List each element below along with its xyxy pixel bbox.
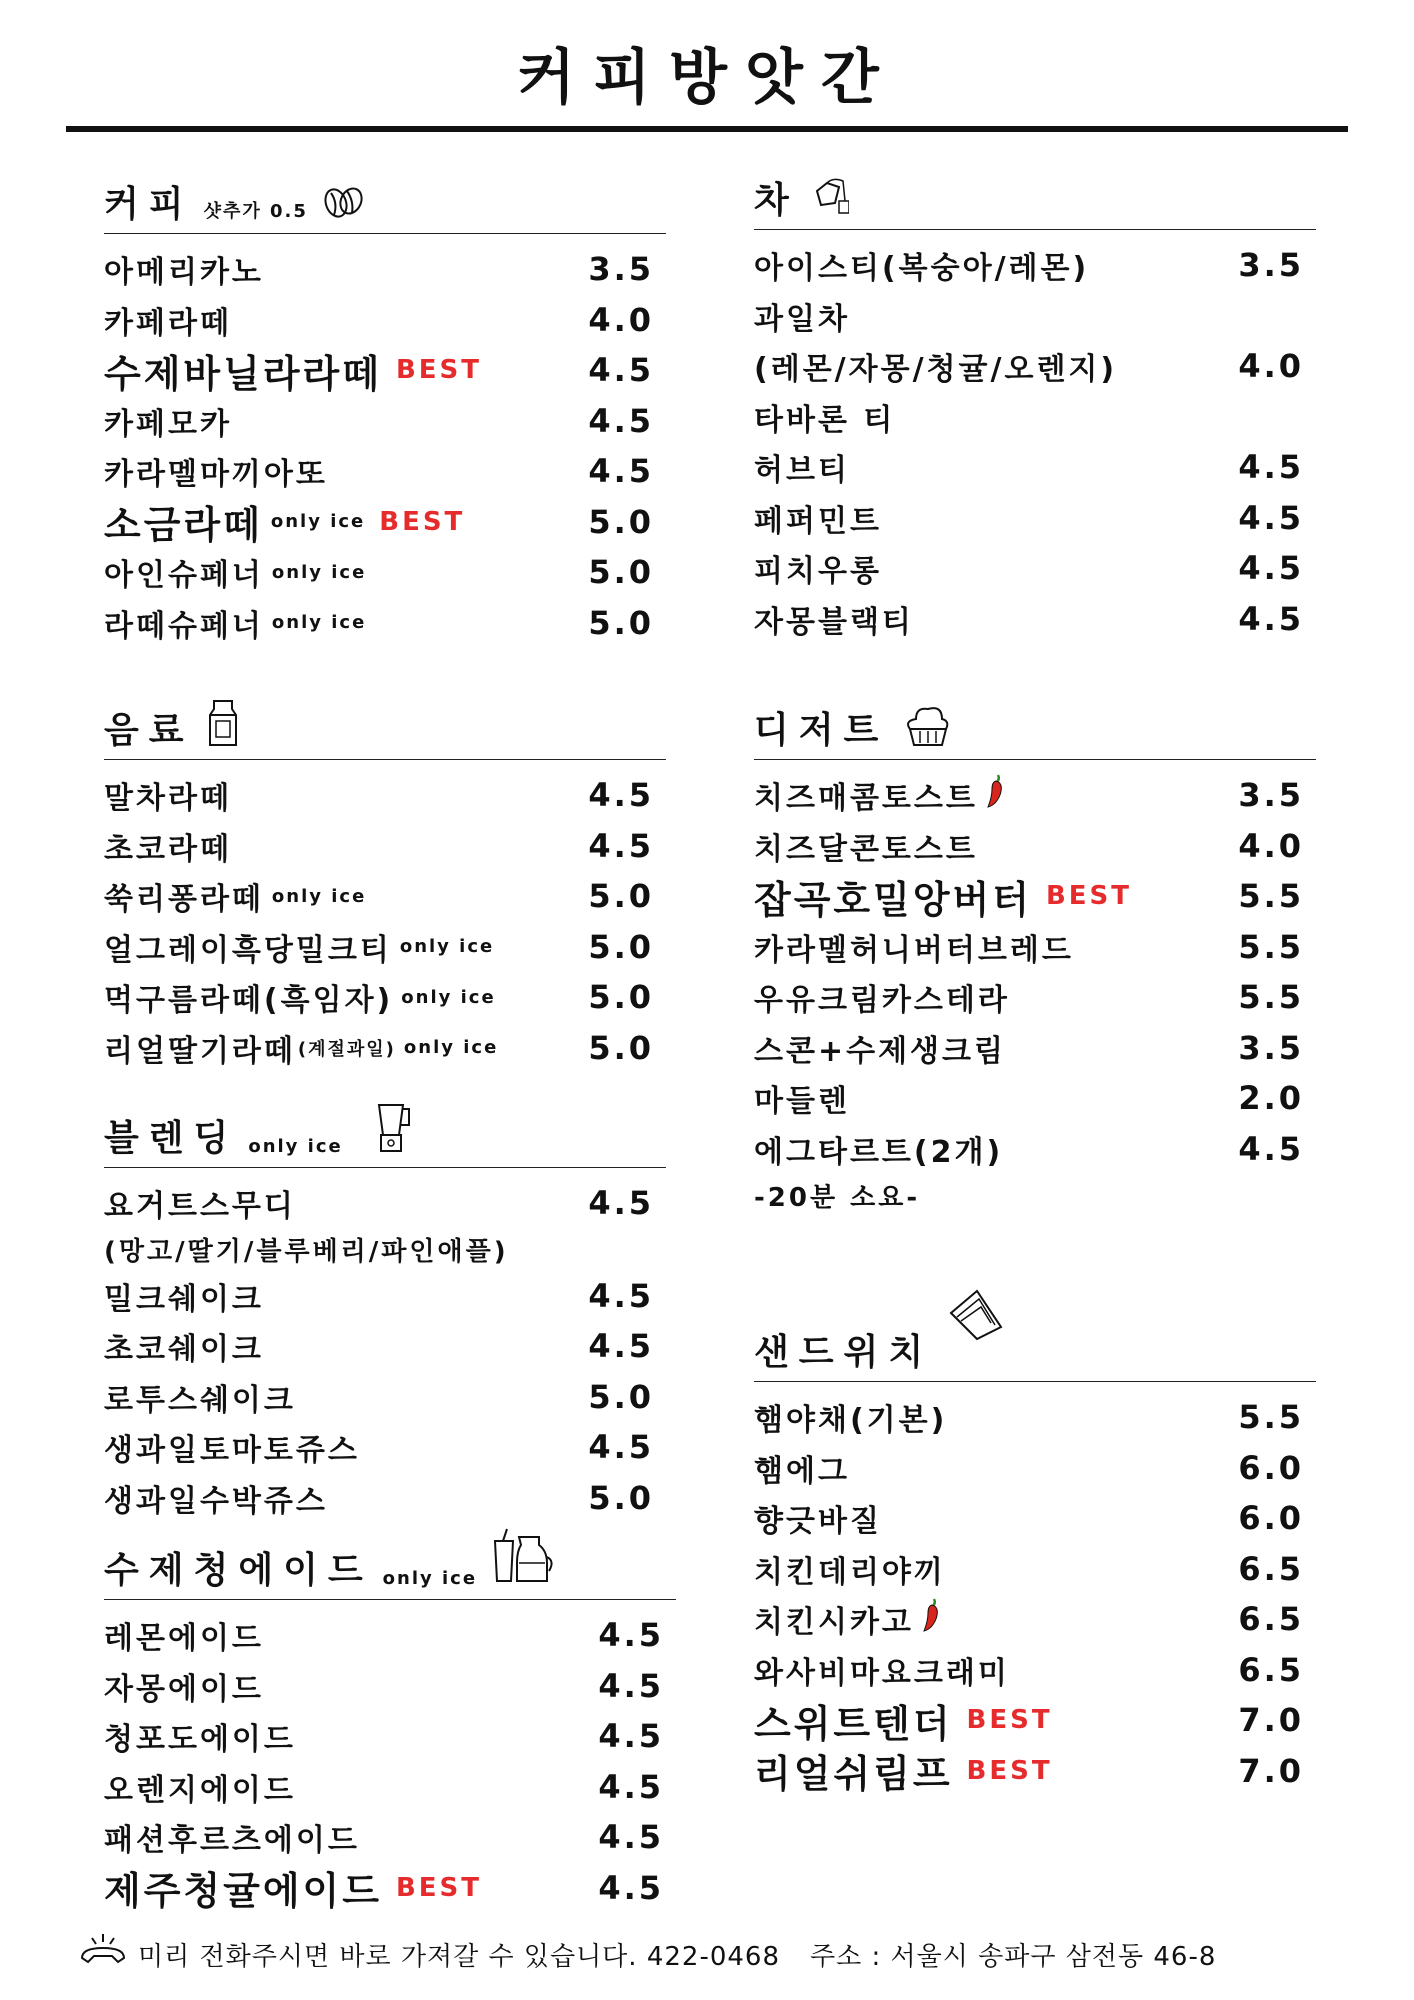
menu-item (104, 1271, 666, 1322)
item-name-wrap (104, 925, 494, 969)
item-price: 5.0 (588, 502, 654, 541)
item-name-wrap (104, 449, 328, 493)
item-price: 4.5 (588, 1428, 654, 1467)
item-price: 7.0 (1238, 1751, 1304, 1790)
item-name-wrap (754, 1446, 850, 1490)
item-name: 치즈달콘토스트 (754, 831, 978, 867)
item-price: 4.5 (588, 826, 654, 865)
item-price: 4.5 (598, 1666, 664, 1705)
item-name: 카페모카 (104, 406, 232, 442)
menu-item (754, 1073, 1316, 1124)
item-price: 4.5 (598, 1616, 664, 1655)
item-name: 초코라떼 (104, 831, 232, 867)
ade-section (104, 1530, 676, 1913)
menu-item (754, 871, 1316, 922)
item-name-wrap (754, 975, 1010, 1019)
menu-item (104, 1711, 676, 1762)
phone-icon (78, 1932, 128, 1977)
menu-item (754, 1124, 1316, 1175)
item-name-wrap (104, 550, 366, 594)
menu-item (104, 1610, 676, 1661)
menu-item (104, 446, 666, 497)
item-name-wrap (754, 1395, 947, 1439)
item-price: 2.0 (1238, 1079, 1304, 1118)
item-price: 5.5 (1238, 1398, 1304, 1437)
item-name-wrap (104, 1613, 264, 1657)
beverage-header (104, 700, 666, 760)
item-price: 5.0 (588, 1478, 654, 1517)
coffee-section (104, 174, 666, 648)
menu-item (104, 1812, 676, 1863)
item-price: 5.0 (588, 927, 654, 966)
item-price: 4.5 (588, 351, 654, 390)
menu-item (754, 770, 1316, 821)
item-price: 5.0 (588, 877, 654, 916)
menu-item (754, 392, 1316, 443)
item-price: 3.5 (1238, 1028, 1304, 1067)
item-name-wrap (104, 1324, 264, 1368)
item-tag: only ice (399, 936, 495, 958)
menu-item (104, 1321, 666, 1372)
item-name: 리얼딸기라떼 (104, 1033, 296, 1069)
menu-item (104, 1178, 666, 1229)
item-name-wrap (104, 874, 366, 918)
item-name-wrap (104, 975, 496, 1019)
section-title: 음료 (104, 710, 194, 751)
menu-item (754, 922, 1316, 973)
best-badge: BEST (966, 1705, 1053, 1736)
tea-section (754, 170, 1316, 644)
item-name: 허브티 (754, 453, 850, 489)
menu-item (104, 598, 666, 649)
menu-item (104, 821, 666, 872)
milk-carton-icon (208, 699, 238, 751)
item-price: 3.5 (1238, 246, 1304, 285)
menu-item (754, 493, 1316, 544)
item-name: 레몬에이드 (104, 1621, 264, 1657)
item-name-wrap (104, 1274, 264, 1318)
item-name: 먹구름라떼(흑임자) (104, 983, 394, 1019)
item-tag: only ice (271, 561, 367, 583)
item-name-wrap (754, 1648, 1010, 1692)
item-name-wrap (104, 1181, 296, 1225)
best-badge: BEST (966, 1755, 1053, 1786)
address: 주소 : 서울시 송파구 삼전동 46-8 (810, 1941, 1217, 1972)
item-name-wrap (754, 1597, 942, 1641)
item-name: 얼그레이흑당밀크티 (104, 932, 392, 968)
item-name-wrap (104, 773, 232, 817)
item-name: 피치우롱 (754, 554, 882, 590)
menu-item (104, 1023, 666, 1074)
item-price: 6.0 (1238, 1499, 1304, 1538)
item-name: 생과일수박쥬스 (104, 1483, 328, 1519)
item-name: 제주청귤에이드 (104, 1869, 382, 1914)
menu-item (104, 547, 666, 598)
item-price: 4.5 (1238, 498, 1304, 537)
item-name: 말차라떼 (104, 781, 232, 817)
item-price: 4.5 (588, 401, 654, 440)
beverage-section (104, 700, 666, 1073)
item-name: 치킨데리야끼 (754, 1554, 946, 1590)
item-name-wrap (104, 1860, 482, 1915)
item-price: 6.5 (1238, 1600, 1304, 1639)
menu-item (754, 1493, 1316, 1544)
item-name: 카페라떼 (104, 305, 232, 341)
best-badge: BEST (395, 1872, 483, 1903)
menu-item (754, 291, 1316, 342)
item-price: 5.0 (588, 978, 654, 1017)
item-price: 4.0 (588, 300, 654, 339)
menu-item (754, 972, 1316, 1023)
item-name: 스위트텐더 (754, 1701, 953, 1746)
item-extra: (계절과일) (297, 1038, 396, 1060)
item-price: 4.5 (598, 1767, 664, 1806)
item-name-wrap (104, 1425, 360, 1469)
item-name: 생과일토마토쥬스 (104, 1433, 360, 1469)
item-tag: only ice (270, 511, 366, 533)
item-name: 햄에그 (754, 1453, 850, 1489)
item-name-wrap (104, 824, 232, 868)
item-price: 4.0 (1238, 347, 1304, 386)
item-name-wrap (754, 294, 850, 338)
item-name: 와사비마요크래미 (754, 1655, 1010, 1691)
item-name-wrap (754, 869, 1132, 924)
item-name: 향긋바질 (754, 1504, 882, 1540)
item-price: 4.5 (598, 1818, 664, 1857)
item-price: 4.5 (588, 1327, 654, 1366)
item-price: 5.5 (1238, 978, 1304, 1017)
item-name: 잡곡호밀앙버터 (754, 877, 1032, 922)
menu-item (104, 871, 666, 922)
item-name-wrap (754, 1026, 1006, 1070)
section-title: 블렌딩 (104, 1118, 239, 1159)
item-name: 로투스쉐이크 (104, 1382, 296, 1418)
item-price: 4.0 (1238, 826, 1304, 865)
section-title: 디저트 (754, 710, 889, 751)
item-name: 햄야채(기본) (754, 1403, 948, 1439)
menu-item (104, 244, 666, 295)
item-name-wrap (754, 243, 1089, 287)
item-name-wrap (754, 395, 895, 439)
item-name: 초코쉐이크 (104, 1332, 264, 1368)
item-price: 5.0 (588, 603, 654, 642)
sandwich-section (754, 1282, 1316, 1796)
section-note: only ice (382, 1568, 478, 1589)
chili-pepper-icon (920, 1597, 942, 1641)
item-name: 스콘+수제생크림 (754, 1033, 1006, 1069)
menu-item (754, 1695, 1316, 1746)
item-name-wrap (754, 496, 882, 540)
item-price: 5.0 (588, 553, 654, 592)
item-name: 소금라떼 (104, 503, 263, 548)
item-name: 마들렌 (754, 1084, 850, 1120)
item-name-wrap (104, 1714, 296, 1758)
item-price: 5.5 (1238, 927, 1304, 966)
item-name-wrap (104, 1815, 360, 1859)
item-name-wrap (104, 1026, 498, 1070)
item-price: 4.5 (588, 1276, 654, 1315)
section-title: 샌드위치 (754, 1332, 934, 1373)
item-name: 아이스티(복숭아/레몬) (754, 251, 1090, 287)
dessert-header (754, 700, 1316, 760)
menu-item (104, 1422, 666, 1473)
item-name-wrap (754, 1496, 882, 1540)
item-name: 우유크림카스테라 (754, 983, 1010, 1019)
item-name: (레몬/자몽/청귤/오렌지) (754, 352, 1118, 388)
menu-subnote: (망고/딸기/블루베리/파인애플) (104, 1237, 509, 1267)
item-price: 4.5 (598, 1717, 664, 1756)
menu-item (754, 442, 1316, 493)
chili-pepper-icon (984, 773, 1006, 817)
best-badge: BEST (379, 506, 466, 537)
menu-item (754, 1544, 1316, 1595)
ade-jar-icon (491, 1527, 555, 1591)
item-name-wrap (104, 298, 232, 342)
ade-header (104, 1530, 676, 1600)
item-name: 자몽블랙티 (754, 604, 914, 640)
item-name: 카라멜허니버터브레드 (754, 932, 1074, 968)
item-name: 요거트스무디 (104, 1189, 296, 1225)
menu-item (104, 1473, 666, 1524)
item-price: 5.0 (588, 1377, 654, 1416)
item-name: 치킨시카고 (754, 1605, 914, 1641)
item-name-wrap (754, 344, 1117, 388)
item-name: 라떼슈페너 (104, 608, 264, 644)
item-name-wrap (104, 399, 232, 443)
menu-item (754, 821, 1316, 872)
menu-item (104, 1863, 676, 1914)
item-name: 청포도에이드 (104, 1722, 296, 1758)
item-name-wrap (754, 1547, 946, 1591)
menu-item (754, 1746, 1316, 1797)
item-name-wrap (104, 343, 482, 398)
item-name-wrap (754, 773, 1006, 817)
item-name: 자몽에이드 (104, 1671, 264, 1707)
best-badge: BEST (395, 355, 483, 386)
item-name-wrap (104, 601, 366, 645)
item-name: 수제바닐라라떼 (104, 351, 382, 396)
menu-subnote: -20분 소요- (754, 1182, 921, 1213)
item-name-wrap (754, 1743, 1053, 1798)
item-name-wrap (754, 597, 914, 641)
item-price: 4.5 (588, 776, 654, 815)
item-price: 4.5 (588, 1184, 654, 1223)
item-name: 과일차 (754, 301, 850, 337)
menu-item (104, 922, 666, 973)
item-name: 오렌지에이드 (104, 1772, 296, 1808)
item-price: 7.0 (1238, 1701, 1304, 1740)
item-price: 4.5 (1238, 549, 1304, 588)
menu-item (754, 1023, 1316, 1074)
cupcake-icon (902, 703, 952, 751)
item-name-wrap (104, 1375, 296, 1419)
sandwich-header (754, 1282, 1316, 1382)
section-title: 수제청에이드 (104, 1550, 373, 1591)
item-tag: only ice (403, 1037, 499, 1059)
menu-item (754, 1645, 1316, 1696)
item-name-wrap (104, 247, 264, 291)
dessert-section (754, 700, 1316, 1216)
item-tag: only ice (271, 612, 367, 634)
item-name-wrap (754, 1127, 1003, 1171)
menu-item (104, 1661, 676, 1712)
item-price: 6.5 (1238, 1549, 1304, 1588)
menu-item (104, 972, 666, 1023)
sandwich-icon (947, 1287, 1005, 1347)
menu-item (754, 594, 1316, 645)
section-title: 차 (754, 180, 799, 221)
item-price: 4.5 (598, 1868, 664, 1907)
footer (78, 1934, 1368, 1974)
menu-title: 커피방앗간 (517, 43, 897, 113)
item-name: 페퍼민트 (754, 503, 882, 539)
item-name-wrap (104, 1765, 296, 1809)
menu-item (754, 1594, 1316, 1645)
section-title: 커피 (104, 184, 194, 225)
item-name: 리얼쉬림프 (754, 1752, 953, 1797)
item-name: 카라멜마끼아또 (104, 457, 328, 493)
menu-item (754, 1443, 1316, 1494)
item-name-wrap (754, 1693, 1053, 1748)
item-name-wrap (754, 925, 1074, 969)
item-name-wrap (104, 494, 465, 549)
item-name: 타바론 티 (754, 402, 896, 438)
menu-item (754, 1392, 1316, 1443)
item-price: 4.5 (1238, 599, 1304, 638)
item-name-wrap (754, 445, 850, 489)
item-price: 3.5 (1238, 776, 1304, 815)
tea-bag-icon (813, 177, 849, 221)
item-name: 쑥리퐁라떼 (104, 882, 264, 918)
item-name: 패션후르츠에이드 (104, 1823, 360, 1859)
item-price: 5.0 (588, 1028, 654, 1067)
item-price: 4.5 (1238, 448, 1304, 487)
menu-item (754, 240, 1316, 291)
item-name: 아인슈페너 (104, 558, 264, 594)
blender-icon (373, 1101, 415, 1159)
menu-item (754, 543, 1316, 594)
item-name-wrap (104, 1476, 328, 1520)
menu-item (104, 396, 666, 447)
item-name: 치즈매콤토스트 (754, 781, 978, 817)
menu-item (104, 1762, 676, 1813)
tea-header (754, 170, 1316, 230)
item-price: 4.5 (1238, 1129, 1304, 1168)
item-price: 4.5 (588, 452, 654, 491)
coffee-header (104, 174, 666, 234)
blending-header (104, 1104, 666, 1168)
blending-section (104, 1104, 666, 1523)
title-divider (66, 126, 1348, 132)
item-price: 3.5 (588, 250, 654, 289)
menu-item (104, 345, 666, 396)
item-name-wrap (754, 546, 882, 590)
menu-item (104, 770, 666, 821)
item-tag: only ice (401, 986, 496, 1008)
item-price: 6.0 (1238, 1448, 1304, 1487)
item-tag: only ice (271, 885, 367, 907)
section-note: 샷추가 0.5 (203, 201, 308, 222)
item-name: 에그타르트(2개) (754, 1134, 1004, 1170)
item-price: 5.5 (1238, 877, 1304, 916)
item-price: 6.5 (1238, 1650, 1304, 1689)
menu-item (104, 295, 666, 346)
item-name-wrap (104, 1664, 264, 1708)
menu-item (104, 497, 666, 548)
phone-notice: 미리 전화주시면 바로 가져갈 수 있습니다. 422-0468 (138, 1941, 781, 1972)
best-badge: BEST (1045, 881, 1133, 912)
item-name-wrap (754, 1076, 850, 1120)
menu-item (754, 341, 1316, 392)
section-note: only ice (248, 1136, 343, 1157)
coffee-bean-icon (322, 183, 364, 225)
item-name-wrap (754, 824, 978, 868)
item-name: 밀크쉐이크 (104, 1281, 264, 1317)
menu-item (104, 1372, 666, 1423)
item-name: 아메리카노 (104, 255, 264, 291)
